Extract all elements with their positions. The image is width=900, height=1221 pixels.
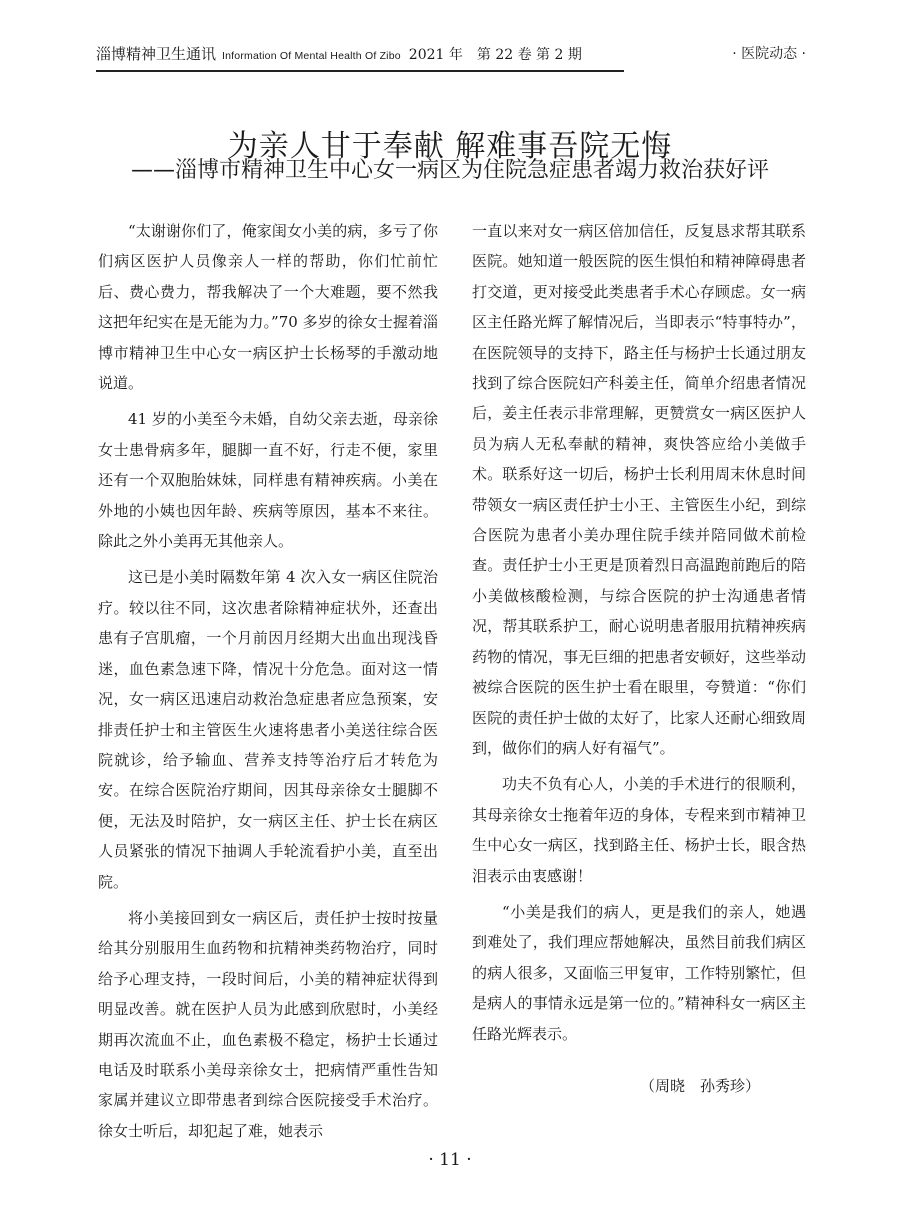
journal-masthead bbox=[96, 44, 624, 72]
paragraph: 这已是小美时隔数年第 4 次入女一病区住院治疗。较以往不同，这次患者除精神症状外，还查出患有子宫肌瘤，一个月前因月经期大出血出现浅昏迷，血色素急速下降，情况十分危急。面对这一情况，女一病区迅速启动救治急症患者应急预案，安排责任护士和主管医生火速将患者小美送往综合医院就诊，给予输血、营养支持等治疗后才转危为安。在综合医院治疗期间，因其母亲徐女士腿脚不便，无法及时陪护，女一病区主任、护士长在病区人员紧张的情况下抽调人手轮流看护小美，直至出院。 bbox=[98, 568, 438, 891]
paragraph-continued: 一直以来对女一病区倍加信任，反复恳求帮其联系医院。她知道一般医院的医生惧怕和精神障碍患者打交道，更对接受此类患者手术心存顾虑。女一病区主任路光辉了解情况后，当即表示“特事特办”，在医院领导的支持下，路主任与杨护士长通过朋友找到了综合医院妇产科姜主任，简单介绍患者情况后，姜主任表示非常理解，更赞赏女一病区医护人员为病人无私奉献的精神，爽快答应给小美做手术。联系好这一切后，杨护士长利用周末休息时间带领女一病区责任护士小王、主管医生小纪，到综合医院为患者小美办理住院手续并陪同做术前检查。责任护士小王更是顶着烈日高温跑前跑后的陪小美做核酸检测，与综合医院的护士沟通患者情况，帮其联系护工，耐心说明患者服用抗精神疾病药物的情况，事无巨细的把患者安顿好，这些举动被综合医院的医生护士看在眼里，夸赞道：“你们医院的责任护士做的太好了，比家人还耐心细致周到，做你们的病人好有福气”。 bbox=[472, 222, 806, 757]
article-title: 为亲人甘于奉献 解难事吾院无悔 bbox=[227, 129, 673, 165]
journal-name: 淄博精神卫生通讯 bbox=[96, 45, 217, 63]
journal-english-name: Information Of Mental Health Of Zibo bbox=[222, 50, 401, 62]
article-author: （周晓 孙秀珍） bbox=[639, 1076, 760, 1095]
paragraph: “太谢谢你们了，俺家闺女小美的病，多亏了你们病区医护人员像亲人一样的帮助，你们忙前忙后、费心费力，帮我解决了一个大难题，要不然我这把年纪实在是无能为力。”70 多岁的徐女士握着淄博市精神卫生中心女一病区护士长杨琴的手激动地说道。 bbox=[98, 222, 438, 393]
left-column bbox=[98, 216, 438, 1152]
paragraph: 将小美接回到女一病区后，责任护士按时按量给其分别服用生血药物和抗精神类药物治疗，同时给予心理支持，一段时间后，小美的精神症状得到明显改善。就在医护人员为此感到欣慰时，小美经期再次流血不止，血色素极不稳定，杨护士长通过电话及时联系小美母亲徐女士，把病情严重性告知家属并建议立即带患者到综合医院接受手术治疗。徐女士听后，却犯起了难，她表示 bbox=[98, 908, 438, 1140]
paragraph: “小美是我们的病人，更是我们的亲人，她遇到难处了，我们理应帮她解决，虽然目前我们病区的病人很多，又面临三甲复审，工作特别繁忙，但是病人的事情永远是第一位的。”精神科女一病区主任路光辉表示。 bbox=[472, 902, 806, 1043]
issue-info: 2021 年 第 22 卷 第 2 期 bbox=[408, 47, 582, 63]
paragraph: 功夫不负有心人，小美的手术进行的很顺利，其母亲徐女士拖着年迈的身体，专程来到市精神卫生中心女一病区，找到路主任、杨护士长，眼含热泪表示由衷感谢！ bbox=[472, 775, 806, 885]
article-subtitle: ——淄博市精神卫生中心女一病区为住院急症患者竭力救治获好评 bbox=[130, 158, 769, 183]
paragraph: 41 岁的小美至今未婚，自幼父亲去逝，母亲徐女士患骨病多年，腿脚一直不好，行走不便，家里还有一个双胞胎妹妹，同样患有精神疾病。小美在外地的小姨也因年龄、疾病等原因，基本不来往。除此之外小美再无其他亲人。 bbox=[98, 410, 438, 551]
section-label: · 医院动态 · bbox=[732, 46, 806, 62]
right-column bbox=[472, 216, 806, 1107]
page-number: · 11 · bbox=[428, 1150, 472, 1170]
page-header bbox=[0, 0, 900, 70]
